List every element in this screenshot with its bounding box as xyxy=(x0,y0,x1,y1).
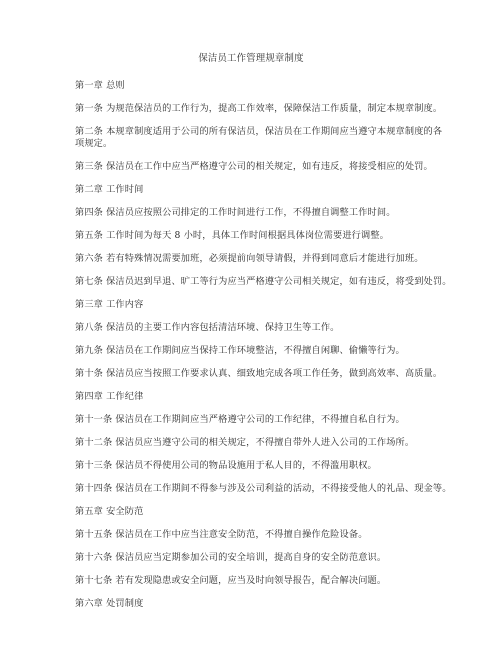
chapter-heading: 第三章 工作内容 xyxy=(75,299,144,310)
article-line: 第十五条 保洁员在工作中应当注意安全防范，不得擅自操作危险设备。 xyxy=(75,529,368,540)
document-title: 保洁员工作管理规章制度 xyxy=(198,53,304,64)
article-line: 第十三条 保洁员不得使用公司的物品设施用于私人目的，不得滥用职权。 xyxy=(75,460,377,471)
chapter-heading: 第一章 总则 xyxy=(75,80,125,91)
article-line: 第十四条 保洁员在工作期间不得参与涉及公司利益的活动，不得接受他人的礼品、现金等。 xyxy=(75,483,452,494)
article-line-continued: 项规定。 xyxy=(75,138,113,149)
article-line: 第十六条 保洁员应当定期参加公司的安全培训，提高自身的安全防范意识。 xyxy=(75,552,387,563)
article-line: 第十条 保洁员应当按照工作要求认真、细致地完成各项工作任务，做到高效率、高质量。 xyxy=(75,368,443,379)
article-line: 第十一条 保洁员在工作期间应当严格遵守公司的工作纪律，不得擅自私自行为。 xyxy=(75,414,405,425)
article-line: 第九条 保洁员在工作期间应当保持工作环境整洁，不得擅自闲聊、偷懒等行为。 xyxy=(75,345,405,356)
article-line: 第十七条 若有发现隐患或安全问题，应当及时向领导报告，配合解决问题。 xyxy=(75,575,387,586)
chapter-heading: 第六章 处罚制度 xyxy=(75,598,144,609)
article-line: 第七条 保洁员迟到早退、旷工等行为应当严格遵守公司相关规定，如有违反，将受到处罚。 xyxy=(75,276,452,287)
article-line: 第一条 为规范保洁员的工作行为，提高工作效率，保障保洁工作质量，制定本规章制度。 xyxy=(75,103,443,114)
article-line: 第六条 若有特殊情况需要加班，必须提前向领导请假，并得到同意后才能进行加班。 xyxy=(75,253,424,264)
chapter-heading: 第四章 工作纪律 xyxy=(75,391,144,402)
article-line: 第三条 保洁员在工作中应当严格遵守公司的相关规定，如有违反，将接受相应的处罚。 xyxy=(75,161,433,172)
article-line: 第五条 工作时间为每天 8 小时，具体工作时间根据具体岗位需要进行调整。 xyxy=(75,230,390,241)
article-line: 第四条 保洁员应按照公司排定的工作时间进行工作，不得擅自调整工作时间。 xyxy=(75,207,396,218)
article-line: 第八条 保洁员的主要工作内容包括清洁环境、保持卫生等工作。 xyxy=(75,322,340,333)
chapter-heading: 第五章 安全防范 xyxy=(75,506,144,517)
chapter-heading: 第二章 工作时间 xyxy=(75,184,144,195)
article-line: 第二条 本规章制度适用于公司的所有保洁员，保洁员在工作期间应当遵守本规章制度的各 xyxy=(75,126,443,137)
article-line: 第十二条 保洁员应当遵守公司的相关规定，不得擅自带外人进入公司的工作场所。 xyxy=(75,437,415,448)
